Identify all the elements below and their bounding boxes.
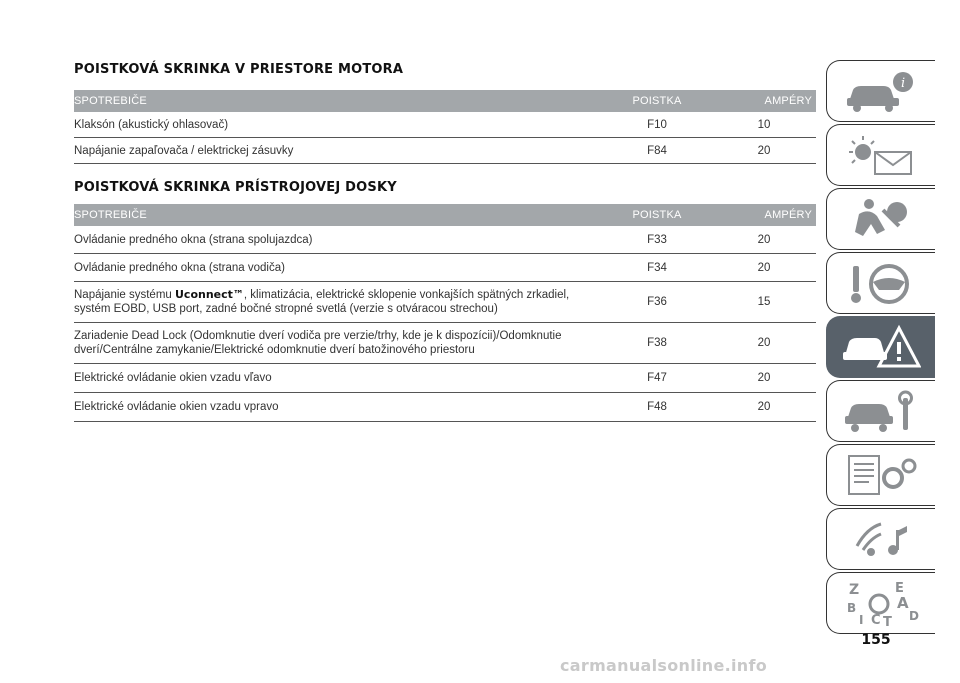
airbag-safety-icon xyxy=(841,196,921,242)
row-fuse: F34 xyxy=(647,261,667,274)
tab-maintenance[interactable] xyxy=(826,380,935,442)
table-row xyxy=(74,254,816,282)
car-info-icon xyxy=(841,68,921,114)
row-fuse: F10 xyxy=(647,118,667,131)
table-row xyxy=(74,364,816,393)
tab-safety[interactable] xyxy=(826,188,935,250)
row-amp: 15 xyxy=(757,296,771,308)
section-title-engine: POISTKOVÁ SKRINKA V PRIESTORE MOTORA xyxy=(74,62,404,77)
technical-data-icon xyxy=(841,452,921,498)
header-amperes: AMPÉRY xyxy=(764,209,812,221)
uconnect-label: Uconnect™ xyxy=(175,288,244,301)
row-fuse: F33 xyxy=(647,233,667,246)
row-amp: 20 xyxy=(757,401,771,413)
header-fuse: POISTKA xyxy=(632,95,682,107)
row-label-part: Zariadenie Dead Lock (Odomknutie dverí vodiča pre verzie/trhy, kde je k dispozícii)/Odomknutie xyxy=(74,330,562,342)
header-fuse: POISTKA xyxy=(632,209,682,221)
table-row xyxy=(74,138,816,164)
row-label: Klaksón (akustický ohlasovač) xyxy=(74,118,229,131)
index-letter-a: A xyxy=(897,594,909,612)
row-label: Ovládanie predného okna (strana vodiča) xyxy=(74,261,285,274)
index-letter-t: T xyxy=(883,615,892,626)
table-header xyxy=(74,204,816,226)
row-label xyxy=(74,288,602,316)
row-fuse: F36 xyxy=(647,296,667,308)
index-letter-d: D xyxy=(909,609,919,623)
table-row xyxy=(74,323,816,364)
index-icon xyxy=(841,580,921,626)
watermark: carmanualsonline.info xyxy=(560,656,768,675)
fuse-table-engine xyxy=(74,90,816,164)
row-amp: 20 xyxy=(757,144,771,157)
multimedia-icon xyxy=(841,516,921,562)
row-label xyxy=(74,329,602,357)
row-label: Napájanie zapaľovača / elektrickej zásuvky xyxy=(74,144,294,157)
tab-multimedia[interactable] xyxy=(826,508,935,570)
tab-warning-lights[interactable] xyxy=(826,124,935,186)
tab-emergencies[interactable] xyxy=(826,316,935,378)
table-row xyxy=(74,282,816,323)
row-label-line2: systém EOBD, USB port, zadné bočné stropné svetlá (verzie s otváracou strechou) xyxy=(74,303,498,315)
index-letter-b: B xyxy=(847,601,857,615)
header-consumers: SPOTREBIČE xyxy=(74,209,147,221)
row-amp: 20 xyxy=(757,372,771,384)
key-steering-icon xyxy=(841,260,921,306)
table-header xyxy=(74,90,816,112)
breakdown-icon xyxy=(841,324,921,370)
tab-technical-data[interactable] xyxy=(826,444,935,506)
table-row xyxy=(74,393,816,422)
table-row xyxy=(74,226,816,254)
row-fuse: F84 xyxy=(647,144,667,157)
tab-starting-driving[interactable] xyxy=(826,252,935,314)
svg-text:i: i xyxy=(901,76,906,91)
row-label-line2: dverí/Centrálne zamykanie/Elektrické odomknutie dverí batožinového priestoru xyxy=(74,344,475,356)
row-amp: 20 xyxy=(757,261,771,274)
fuse-table-dashboard xyxy=(74,204,816,422)
index-letter-e: E xyxy=(895,581,904,596)
row-amp: 10 xyxy=(757,118,771,131)
index-letter-c: C xyxy=(871,613,881,626)
warning-lights-icon xyxy=(841,132,921,178)
row-label: Ovládanie predného okna (strana spolujazdca) xyxy=(74,233,313,246)
section-title-dashboard: POISTKOVÁ SKRINKA PRÍSTROJOVEJ DOSKY xyxy=(74,180,397,195)
row-amp: 20 xyxy=(757,337,771,349)
row-label-part: , klimatizácia, elektrické sklopenie vonkajších spätných zrkadiel, xyxy=(243,289,570,301)
row-fuse: F47 xyxy=(647,372,667,384)
row-amp: 20 xyxy=(757,233,771,246)
index-letter-z: Z xyxy=(849,582,860,598)
maintenance-icon xyxy=(841,388,921,434)
header-consumers: SPOTREBIČE xyxy=(74,95,147,107)
row-label-part: Napájanie systému xyxy=(74,289,175,301)
header-amperes: AMPÉRY xyxy=(764,95,812,107)
tab-index[interactable] xyxy=(826,572,935,634)
row-label: Elektrické ovládanie okien vzadu vpravo xyxy=(74,401,279,413)
page-number: 155 xyxy=(861,632,891,648)
tab-car-info[interactable] xyxy=(826,60,935,122)
index-letter-i: I xyxy=(859,613,864,626)
row-fuse: F48 xyxy=(647,401,667,413)
table-row xyxy=(74,112,816,138)
row-fuse: F38 xyxy=(647,337,667,349)
row-label: Elektrické ovládanie okien vzadu vľavo xyxy=(74,372,272,384)
